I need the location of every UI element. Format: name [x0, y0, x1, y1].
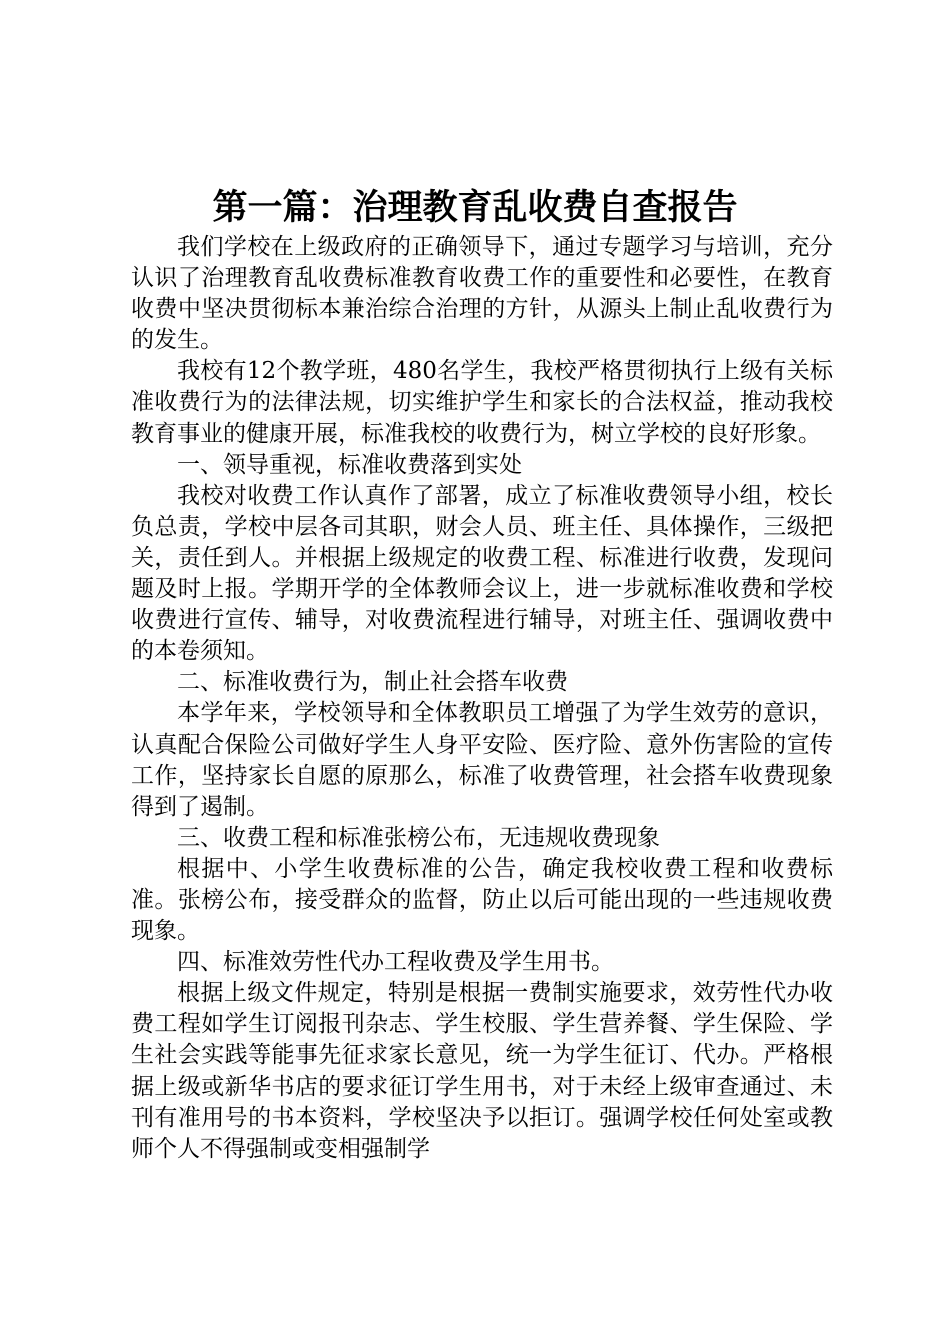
section-heading-1: 一、领导重视，标准收费落到实处 — [177, 451, 522, 478]
section-heading-2: 二、标准收费行为，制止社会搭车收费 — [177, 669, 568, 696]
document-title: 第一篇：治理教育乱收费自查报告 — [212, 187, 738, 228]
paragraph-section-2: 本学年来，学校领导和全体教职员工增强了为学生效劳的意识，认真配合保险公司做好学生人身平安险、医疗险、意外伤害险的宣传工作，坚持家长自愿的原那么，标准了收费管理，社会搭车收费现象得到了遏制。 — [131, 700, 833, 820]
section-heading-4: 四、标准效劳性代办工程收费及学生用书。 — [177, 949, 614, 976]
paragraph-school-overview: 我校有12个教学班，480名学生，我校严格贯彻执行上级有关标准收费行为的法律法规，切实维护学生和家长的合法权益，推动我校教育事业的健康开展，标准我校的收费行为，树立学校的良好形象。 — [131, 358, 833, 447]
paragraph-intro: 我们学校在上级政府的正确领导下，通过专题学习与培训，充分认识了治理教育乱收费标准教育收费工作的重要性和必要性，在教育收费中坚决贯彻标本兼治综合治理的方针，从源头上制止乱收费行为的发生。 — [131, 234, 833, 354]
paragraph-section-1: 我校对收费工作认真作了部署，成立了标准收费领导小组，校长负总责，学校中层各司其职，财会人员、班主任、具体操作，三级把关，责任到人。并根据上级规定的收费工程、标准进行收费，发现问题及时上报。学期开学的全体教师会议上，进一步就标准收费和学校收费进行宣传、辅导，对收费流程进行辅导，对班主任、强调收费中的本卷须知。 — [131, 482, 833, 665]
paragraph-section-4: 根据上级文件规定，特别是根据一费制实施要求，效劳性代办收费工程如学生订阅报刊杂志、学生校服、学生营养餐、学生保险、学生社会实践等能事先征求家长意见，统一为学生征订、代办。严格根据上级或新华书店的要求征订学生用书，对于未经上级审查通过、未刊有准用号的书本资料，学校坚决予以拒订。强调学校任何处室或教师个人不得强制或变相强制学 — [131, 980, 833, 1162]
section-heading-3: 三、收费工程和标准张榜公布，无违规收费现象 — [177, 824, 660, 851]
document-body — [131, 232, 833, 1165]
paragraph-section-3: 根据中、小学生收费标准的公告，确定我校收费工程和收费标准。张榜公布，接受群众的监督，防止以后可能出现的一些违规收费现象。 — [131, 855, 833, 945]
